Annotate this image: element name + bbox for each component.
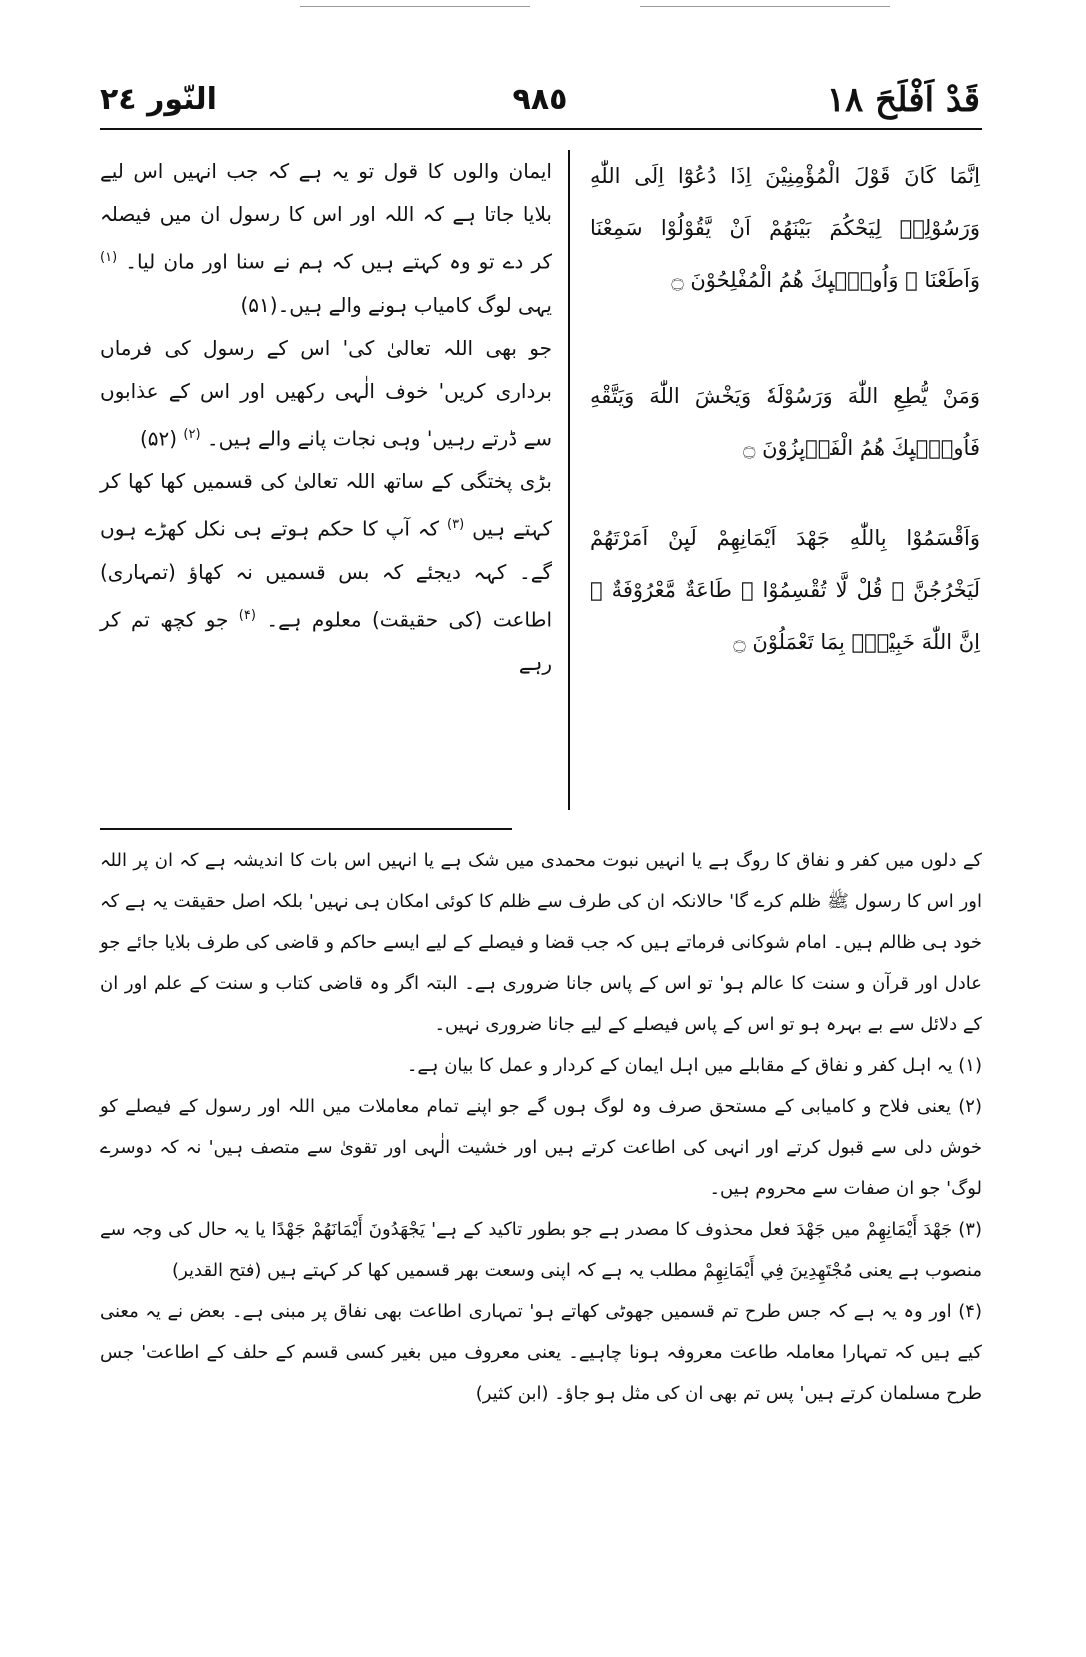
translation-52-end: (۵۲) xyxy=(139,426,178,451)
footnote-ref-3: (۳) xyxy=(447,517,465,533)
footnote-1: (۱) یہ اہل کفر و نفاق کے مقابلے میں اہل ایمان کے کردار و عمل کا بیان ہے۔ xyxy=(406,1055,982,1076)
juz-title: قَدْ اَفْلَحَ ١٨ xyxy=(826,80,980,120)
translation-52-text: جو بھی اللہ تعالیٰ کی' اس کے رسول کی فرماں برداری کریں' خوف الٰہی رکھیں اور اس کے عذابوں سے ڈرتے رہیں' وہی نجات پانے والے ہیں۔ xyxy=(100,335,552,451)
footnote-continuation: کے دلوں میں کفر و نفاق کا روگ ہے یا انہیں نبوت محمدی میں شک ہے یا انہیں اس بات کا اندیشہ ہے کہ ان پر اللہ اور اس کا رسول ﷺ ظلم کرے گا' حالانکہ ان کی طرف سے ظلم کا کوئی امکان ہی نہیں' بلکہ اصل حقیقت یہ ہے کہ خود ہی ظالم ہیں۔ امام شوکانی فرماتے ہیں کہ جب قضا و فیصلے کے لیے ایسے حاکم و قاضی کی طرف بلایا جائے جو عادل اور قرآن و سنت کا عالم ہو' تو اس کے پاس جانا ضروری ہے۔ البتہ اگر وہ قاضی کتاب و سنت کے علم اور ان کے دلائل سے بے بہرہ ہو تو اس کے پاس فیصلے کے لیے جانا ضروری نہیں۔ xyxy=(100,850,982,1035)
ayah-51: اِنَّمَا كَانَ قَوْلَ الْمُؤْمِنِيْنَ اِذَا دُعُوْٓا اِلَى اللّٰهِ وَرَسُوْلِهٖ لِيَحْكُمَ بَيْنَهُمْ اَنْ يَّقُوْلُوْا سَمِعْنَا وَاَطَعْنَا ۭ وَاُولٰۗىِٕكَ هُمُ الْمُفْلِحُوْنَ ۝ xyxy=(590,164,980,292)
translation-53-text-b: کہ آپ کا حکم ہوتے ہی نکل کھڑے ہوں گے۔ کہہ دیجئے کہ بس قسمیں نہ کھاؤ (تمہاری) اطاعت (کی حقیقت) معلوم ہے۔ xyxy=(100,516,552,632)
footnote-ref-4: (۴) xyxy=(238,607,256,623)
surah-title: النّور ٢٤ xyxy=(100,82,217,117)
column-divider xyxy=(568,150,570,810)
translation-51-end: یہی لوگ کامیاب ہونے والے ہیں۔(۵۱) xyxy=(240,292,552,317)
translation-53 xyxy=(100,460,552,684)
footnote-4: (۴) اور وہ یہ ہے کہ جس طرح تم قسمیں جھوٹی کھاتے ہو' تمہاری اطاعت بھی نفاق پر مبنی ہے۔ بعض نے یہ معنی کیے ہیں کہ تمہارا معاملہ طاعت معروفہ ہونا چاہیے۔ یعنی معروف میں بغیر کسی قسم کے حلف کے اطاعت' جس طرح مسلمان کرتے ہیں' پس تم بھی ان کی مثل ہو جاؤ۔ (ابن کثیر) xyxy=(100,1301,982,1404)
translation-53-text-c: جو کچھ تم کر رہے xyxy=(100,607,552,675)
footnote-ref-1: (۱) xyxy=(100,250,118,265)
translation-53-text-a: بڑی پختگی کے ساتھ اللہ تعالیٰ کی قسمیں کھا کھا کر کہتے ہیں xyxy=(100,469,553,541)
footnote-2: (۲) یعنی فلاح و کامیابی کے مستحق صرف وہ لوگ ہوں گے جو اپنے تمام معاملات میں اللہ اور رسول کے فیصلے کو خوش دلی سے قبول کرتے اور انہی کی اطاعت کرتے ہیں اور خشیت الٰہی اور تقویٰ سے متصف ہیں' نہ کہ دوسرے لوگ' جو ان صفات سے محروم ہیں۔ xyxy=(100,1096,982,1199)
footnotes-section xyxy=(100,840,982,1414)
page-number: ٩٨٥ xyxy=(512,82,568,117)
scan-mark xyxy=(300,6,530,7)
footnote-rule xyxy=(100,828,512,830)
translation-51-text: ایمان والوں کا قول تو یہ ہے کہ جب انہیں اس لیے بلایا جاتا ہے کہ اللہ اور اس کا رسول ان میں فیصلہ کر دے تو وہ کہتے ہیں کہ ہم نے سنا اور مان لیا۔ xyxy=(100,159,553,274)
translation-52 xyxy=(100,327,552,461)
ayah-53: وَاَقْسَمُوْا بِاللّٰهِ جَهْدَ اَيْمَانِهِمْ لَىِٕنْ اَمَرْتَهُمْ لَيَخْرُجُنَّ ۭ قُلْ لَّا تُقْسِمُوْا ۚ طَاعَةٌ مَّعْرُوْفَةٌ ۭ اِنَّ اللّٰهَ خَبِيْرٌۢ بِمَا تَعْمَلُوْنَ ۝ xyxy=(590,526,980,654)
footnote-ref-2: (۲) xyxy=(183,426,201,442)
header-rule xyxy=(100,128,982,130)
translation-51 xyxy=(100,150,552,327)
ayah-52: وَمَنْ يُّطِعِ اللّٰهَ وَرَسُوْلَهٗ وَيَخْشَ اللّٰهَ وَيَتَّقْهِ فَاُولٰۗىِٕكَ هُمُ الْفَاۗىِٕزُوْنَ ۝ xyxy=(590,384,980,460)
scan-mark xyxy=(640,6,890,7)
footnote-3: (۳) جَهْدَ أَيْمَانِهِمْ میں جَهْدَ فعل محذوف کا مصدر ہے جو بطور تاکید کے ہے' يَجْهَدُونَ أَيْمَانَهُمْ جَهْدًا یا یہ حال کی وجہ سے منصوب ہے یعنی مُجْتَهِدِينَ فِي أَيْمَانِهِمْ مطلب یہ ہے کہ اپنی وسعت بھر قسمیں کھا کر کہتے ہیں (فتح القدیر) xyxy=(100,1219,982,1281)
page-header xyxy=(100,80,980,130)
urdu-translation-column xyxy=(100,150,552,685)
